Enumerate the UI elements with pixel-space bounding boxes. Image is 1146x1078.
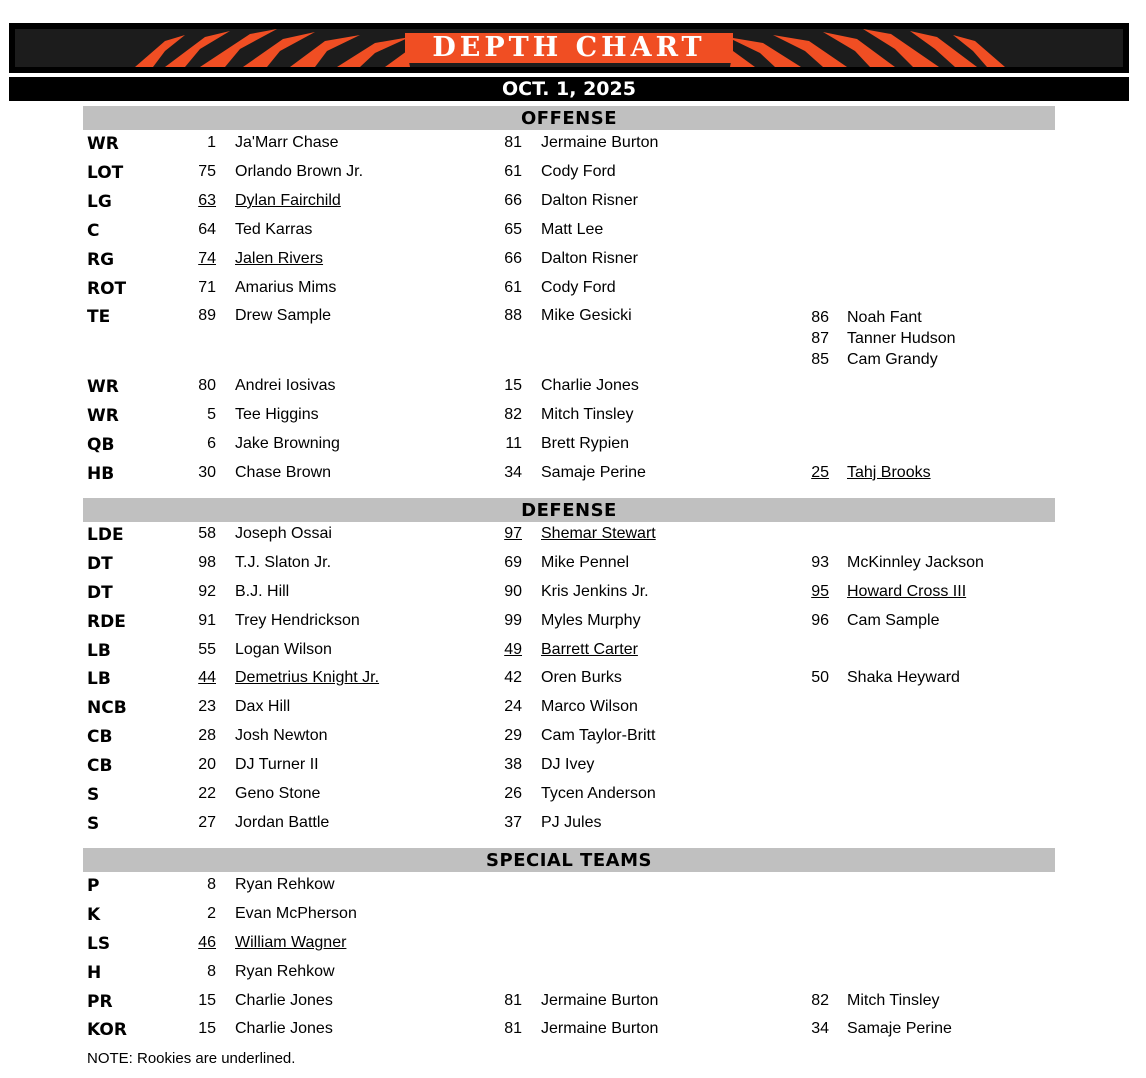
jersey-number: 87 [811,330,829,347]
position-label: WR [87,377,119,397]
depth-chart-banner [9,23,1129,73]
player-name: Oren Burks [541,669,622,686]
jersey-number: 86 [811,309,829,326]
player-name: McKinnley Jackson [847,554,984,571]
player-name: Cody Ford [541,279,616,296]
position-label: LB [87,641,111,661]
player-name: Logan Wilson [235,641,332,658]
player-name: Dalton Risner [541,250,638,267]
jersey-number: 23 [198,698,216,715]
player-name: Cam Sample [847,612,940,629]
jersey-number: 66 [504,250,522,267]
player-name: Marco Wilson [541,698,638,715]
jersey-number: 91 [198,612,216,629]
depth-row [0,554,1146,582]
depth-row [0,727,1146,755]
jersey-number: 74 [198,250,216,267]
jersey-number: 95 [811,583,829,600]
player-name: Mike Pennel [541,554,630,571]
player-name: Dylan Fairchild [235,192,341,209]
jersey-number: 65 [504,221,522,238]
player-name: Charlie Jones [235,1020,333,1037]
position-label: WR [87,406,119,426]
jersey-number: 80 [198,377,216,394]
position-label: S [87,785,100,805]
player-name: Dax Hill [235,698,291,715]
jersey-number: 34 [504,464,522,481]
jersey-number: 25 [811,464,829,481]
jersey-number: 8 [207,876,216,893]
position-label: RDE [87,612,126,632]
player-name: Charlie Jones [541,377,639,394]
jersey-number: 37 [504,814,522,831]
jersey-number: 8 [207,963,216,980]
player-name: Ryan Rehkow [235,963,335,980]
jersey-number: 6 [207,435,216,452]
player-name: Trey Hendrickson [235,612,360,629]
position-label: NCB [87,698,127,718]
jersey-number: 24 [504,698,522,715]
player-name: Tanner Hudson [847,330,956,347]
depth-row [0,279,1146,307]
player-name: Matt Lee [541,221,604,238]
player-name: Ja'Marr Chase [235,134,339,151]
position-label: ROT [87,279,127,299]
jersey-number: 49 [504,641,522,658]
position-label: HB [87,464,115,484]
jersey-number: 93 [811,554,829,571]
player-name: Tahj Brooks [847,464,931,481]
position-label: H [87,963,102,983]
position-label: QB [87,435,115,455]
player-name: Cam Taylor-Britt [541,727,656,744]
jersey-number: 15 [504,377,522,394]
player-name: Mitch Tinsley [847,992,940,1009]
position-label: WR [87,134,119,154]
player-name: Jalen Rivers [235,250,324,267]
position-label: P [87,876,100,896]
jersey-number: 88 [504,307,522,324]
player-name: Andrei Iosivas [235,377,336,394]
depth-row [0,134,1146,162]
jersey-number: 42 [504,669,522,686]
section-header-defense: DEFENSE [83,498,1055,522]
jersey-number: 96 [811,612,829,629]
jersey-number: 81 [504,1020,522,1037]
position-label: C [87,221,100,241]
player-name: Charlie Jones [235,992,333,1009]
jersey-number: 15 [198,1020,216,1037]
position-label: LS [87,934,111,954]
depth-row [0,641,1146,669]
depth-row [0,814,1146,842]
jersey-number: 15 [198,992,216,1009]
player-name: Cody Ford [541,163,616,180]
player-name: Kris Jenkins Jr. [541,583,649,600]
position-label: LOT [87,163,124,183]
depth-row [0,1020,1146,1048]
player-name: Geno Stone [235,785,321,802]
section-header-offense: OFFENSE [83,106,1055,130]
jersey-number: 5 [207,406,216,423]
depth-row [0,464,1146,492]
jersey-number: 11 [505,435,522,452]
jersey-number: 20 [198,756,216,773]
depth-row [0,934,1146,962]
jersey-number: 81 [504,992,522,1009]
position-label: LB [87,669,111,689]
jersey-number: 61 [504,279,522,296]
jersey-number: 29 [504,727,522,744]
position-label: TE [87,307,111,327]
player-name: Tycen Anderson [541,785,656,802]
depth-row [0,963,1146,991]
jersey-number: 22 [198,785,216,802]
depth-row [0,698,1146,726]
player-name: Myles Murphy [541,612,641,629]
player-name: Evan McPherson [235,905,357,922]
player-name: DJ Ivey [541,756,595,773]
jersey-number: 50 [811,669,829,686]
player-name: Brett Rypien [541,435,630,452]
position-label: KOR [87,1020,127,1040]
player-name: Joseph Ossai [235,525,332,542]
jersey-number: 30 [198,464,216,481]
player-name: Cam Grandy [847,351,938,368]
section-header-special-teams: SPECIAL TEAMS [83,848,1055,872]
position-label: PR [87,992,113,1012]
jersey-number: 66 [504,192,522,209]
player-name: Tee Higgins [235,406,319,423]
player-name: Samaje Perine [541,464,646,481]
player-name: T.J. Slaton Jr. [235,554,332,571]
jersey-number: 98 [198,554,216,571]
player-name: Jake Browning [235,435,340,452]
jersey-number: 63 [198,192,216,209]
player-name: Jermaine Burton [541,1020,659,1037]
depth-row [0,612,1146,640]
player-name: Shemar Stewart [541,525,656,542]
jersey-number: 61 [504,163,522,180]
depth-row [0,250,1146,278]
player-name: Dalton Risner [541,192,638,209]
depth-row [0,221,1146,249]
player-name: Jordan Battle [235,814,330,831]
jersey-number: 64 [198,221,216,238]
player-name: Chase Brown [235,464,332,481]
player-name: Jermaine Burton [541,992,659,1009]
jersey-number: 34 [811,1020,829,1037]
jersey-number: 69 [504,554,522,571]
player-name: William Wagner [235,934,347,951]
position-label: K [87,905,101,925]
position-label: RG [87,250,115,270]
jersey-number: 89 [198,307,216,324]
depth-row [0,192,1146,220]
depth-row [0,992,1146,1020]
position-label: CB [87,756,113,776]
player-name: Barrett Carter [541,641,638,658]
depth-row [0,756,1146,784]
player-name: Drew Sample [235,307,332,324]
chart-date: OCT. 1, 2025 [9,77,1129,101]
depth-row [0,525,1146,553]
jersey-number: 82 [811,992,829,1009]
jersey-number: 2 [207,905,216,922]
player-name-stack [847,307,956,370]
position-label: S [87,814,100,834]
jersey-number: 99 [504,612,522,629]
jersey-number: 82 [504,406,522,423]
player-name: DJ Turner II [235,756,319,773]
jersey-number: 71 [198,279,216,296]
jersey-number: 81 [504,134,522,151]
banner-inner [15,29,1123,67]
jersey-number: 26 [504,785,522,802]
depth-row [0,163,1146,191]
jersey-number-stack [789,307,829,370]
player-name: Noah Fant [847,309,922,326]
position-label: LG [87,192,112,212]
position-label: LDE [87,525,124,545]
position-label: DT [87,583,113,603]
depth-row [0,406,1146,434]
jersey-number: 1 [207,134,216,151]
jersey-number: 46 [198,934,216,951]
player-name: Demetrius Knight Jr. [235,669,380,686]
player-name: Ted Karras [235,221,313,238]
player-name: Shaka Heyward [847,669,960,686]
player-name: Mike Gesicki [541,307,632,324]
depth-row [0,785,1146,813]
depth-row [0,669,1146,697]
depth-row [0,876,1146,904]
depth-row [0,307,1146,368]
jersey-number: 92 [198,583,216,600]
player-name: PJ Jules [541,814,602,831]
rookie-note: NOTE: Rookies are underlined. [87,1050,296,1067]
jersey-number: 55 [198,641,216,658]
position-label: CB [87,727,113,747]
jersey-number: 27 [198,814,216,831]
depth-row [0,905,1146,933]
jersey-number: 85 [811,351,829,368]
player-name: Howard Cross III [847,583,967,600]
player-name: Ryan Rehkow [235,876,335,893]
jersey-number: 58 [198,525,216,542]
player-name: Samaje Perine [847,1020,952,1037]
jersey-number: 44 [198,669,216,686]
player-name: B.J. Hill [235,583,290,600]
jersey-number: 90 [504,583,522,600]
position-label: DT [87,554,113,574]
depth-row [0,435,1146,463]
player-name: Jermaine Burton [541,134,659,151]
depth-row [0,377,1146,405]
depth-row [0,583,1146,611]
chart-title: DEPTH CHART [432,32,706,63]
player-name: Josh Newton [235,727,328,744]
player-name: Orlando Brown Jr. [235,163,364,180]
player-name: Mitch Tinsley [541,406,634,423]
player-name: Amarius Mims [235,279,337,296]
jersey-number: 38 [504,756,522,773]
jersey-number: 28 [198,727,216,744]
jersey-number: 75 [198,163,216,180]
jersey-number: 97 [504,525,522,542]
